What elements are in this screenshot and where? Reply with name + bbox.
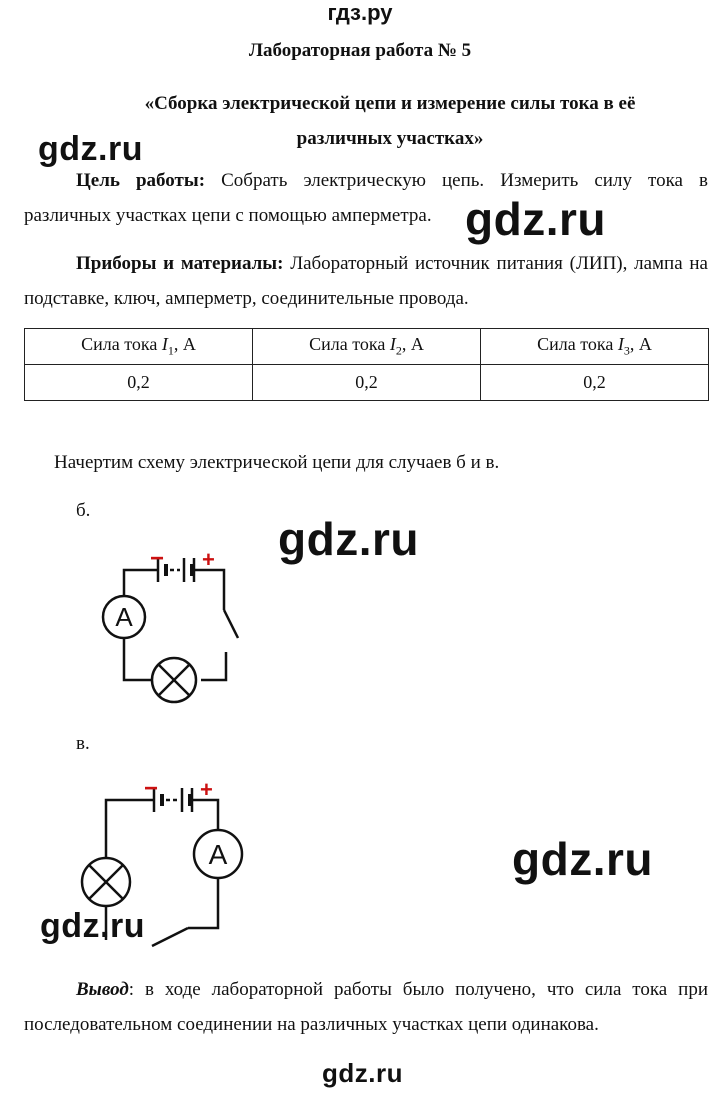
wire	[201, 652, 226, 680]
conclusion-paragraph	[24, 972, 708, 1042]
wire	[124, 638, 152, 680]
watermark: gdz.ru	[512, 833, 653, 885]
switch-lever	[152, 928, 188, 946]
table-cell: 0,2	[25, 365, 253, 401]
goal-text: Собрать электрическую цепь. Измерить силу тока в различных участках цепи с помощью амперметра.	[24, 170, 708, 226]
materials-paragraph	[24, 246, 708, 316]
table-header-cell: Сила тока $I_1$, А	[25, 329, 253, 365]
conclusion-text: : в ходе лабораторной работы было получено, что сила тока при последовательном соединении на различных участках цепи одинакова.	[24, 979, 708, 1035]
table-cell: 0,2	[481, 365, 709, 401]
watermark: gdz.ru	[278, 513, 419, 565]
table-header-cell: Сила тока $I_2$, А	[253, 329, 481, 365]
table-cell: 0,2	[253, 365, 481, 401]
footer-watermark: gdz.ru	[322, 1058, 403, 1088]
instruction-text: Начертим схему электрической цепи для случаев б и в.	[54, 452, 500, 473]
switch-lever	[224, 610, 238, 638]
materials-label: Приборы и материалы:	[76, 253, 284, 274]
watermark: gdz.ru	[465, 193, 606, 245]
wire	[188, 878, 218, 928]
circuit-b-label: б.	[76, 500, 91, 521]
site-header: гдз.ру	[327, 0, 393, 25]
wire	[192, 800, 218, 830]
wire	[106, 800, 154, 858]
current-table	[24, 328, 709, 401]
watermark: gdz.ru	[40, 907, 145, 945]
table-header-cell: Сила тока $I_3$, А	[481, 329, 709, 365]
plus-sign: +	[202, 547, 215, 572]
conclusion-label: Вывод	[76, 979, 129, 1000]
minus-sign: −	[150, 545, 165, 572]
circuit-v-label: в.	[76, 733, 90, 754]
goal-label: Цель работы:	[76, 170, 206, 191]
watermark: gdz.ru	[38, 130, 143, 168]
wire	[194, 570, 224, 610]
materials-text: Лабораторный источник питания (ЛИП), лампа на подставке, ключ, амперметр, соединительные провода.	[24, 253, 708, 309]
table-row	[25, 365, 709, 401]
plus-sign: +	[200, 777, 213, 802]
ammeter-letter: A	[208, 839, 228, 870]
table-header-row	[25, 329, 709, 365]
wire	[124, 570, 158, 595]
page-subtitle: «Сборка электрической цепи и измерение силы тока в её различных участках»	[144, 93, 636, 149]
page-title: Лабораторная работа № 5	[248, 40, 472, 61]
minus-sign: −	[144, 775, 159, 802]
circuit-b-diagram	[90, 540, 260, 715]
ammeter-letter: A	[115, 602, 133, 632]
